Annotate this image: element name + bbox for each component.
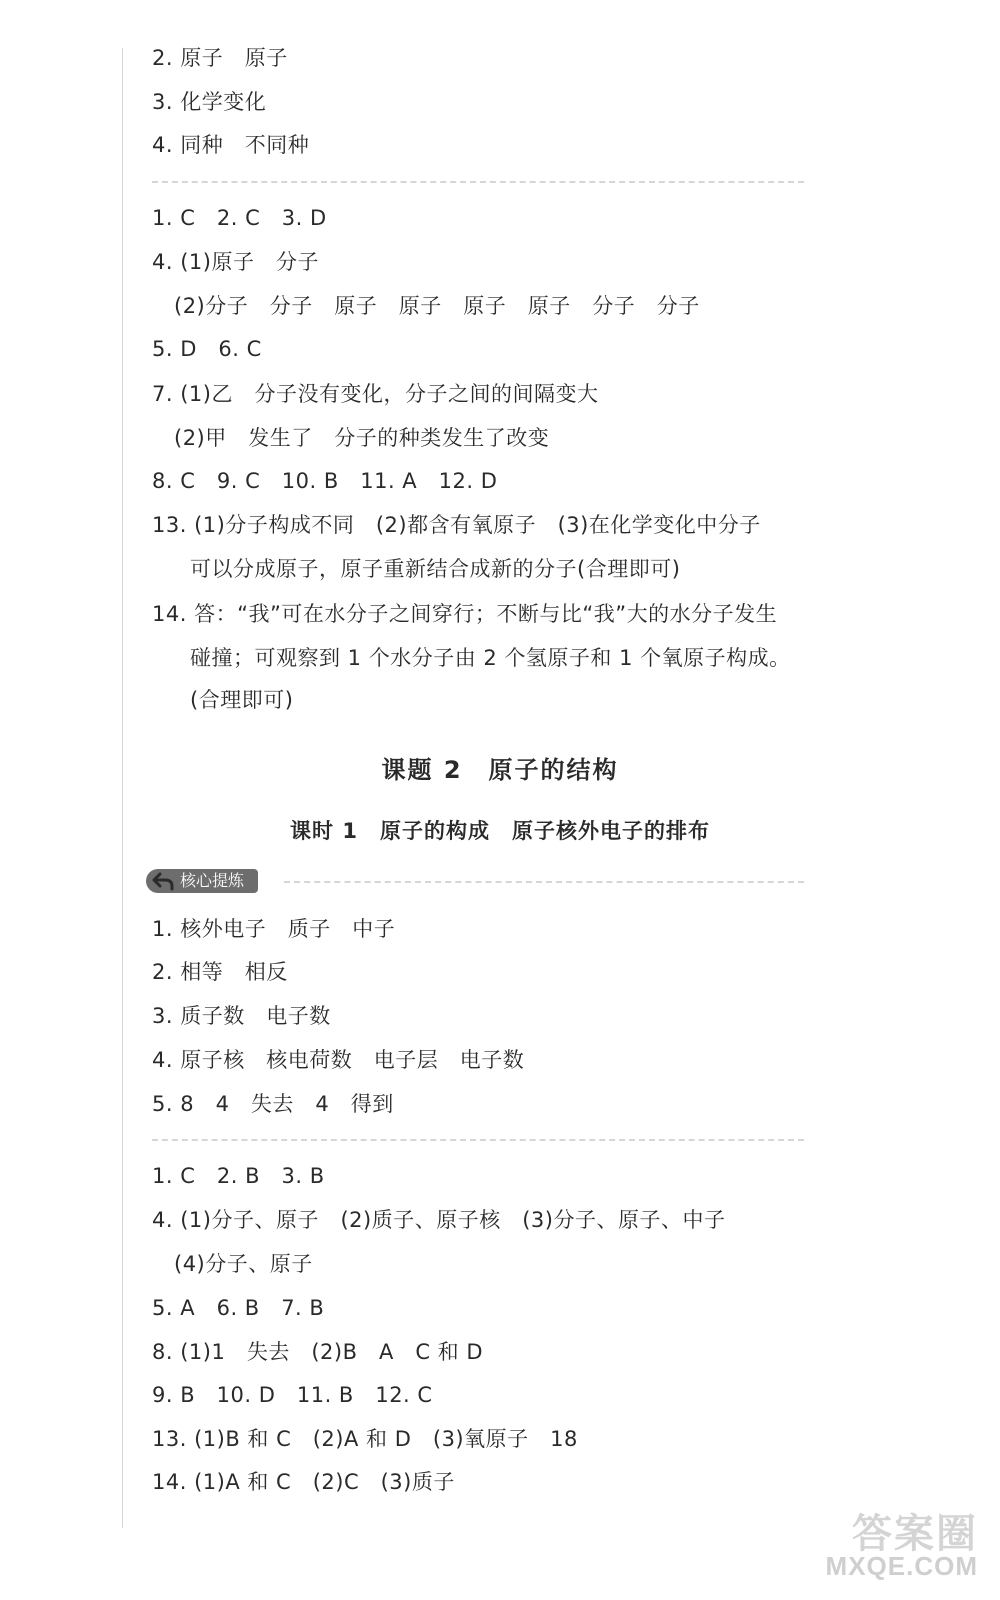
answer-line: (合理即可) — [190, 688, 294, 712]
lesson-title: 课时 1 原子的构成 原子核外电子的排布 — [290, 819, 710, 843]
return-arrow-icon — [152, 871, 174, 891]
answer-line: (2)甲 发生了 分子的种类发生了改变 — [174, 426, 550, 450]
answer-line: 1. C 2. B 3. B — [152, 1164, 325, 1188]
answer-line: 2. 原子 原子 — [152, 46, 288, 70]
answer-line: 14. (1)A 和 C (2)C (3)质子 — [152, 1470, 455, 1494]
answer-line: 9. B 10. D 11. B 12. C — [152, 1383, 433, 1407]
answer-line: 4. (1)原子 分子 — [152, 250, 319, 274]
margin-rule — [122, 48, 123, 1528]
watermark-logo-text: 答案圈 — [852, 1511, 978, 1557]
answer-line: 8. (1)1 失去 (2)B A C 和 D — [152, 1340, 484, 1364]
answer-line: 8. C 9. C 10. B 11. A 12. D — [152, 469, 498, 493]
core-summary-badge — [146, 868, 258, 894]
section-divider — [152, 1139, 804, 1141]
answer-line: 碰撞；可观察到 1 个水分子由 2 个氢原子和 1 个氧原子构成。 — [190, 646, 791, 670]
answer-line: 4. 原子核 核电荷数 电子层 电子数 — [152, 1048, 525, 1072]
answer-line: 7. (1)乙 分子没有变化，分子之间的间隔变大 — [152, 382, 599, 406]
answer-line: 4. 同种 不同种 — [152, 133, 310, 157]
answer-line: 5. A 6. B 7. B — [152, 1296, 325, 1320]
badge-tag — [146, 869, 258, 893]
answer-line: 13. (1)分子构成不同 (2)都含有氧原子 (3)在化学变化中分子 — [152, 513, 761, 537]
answer-line: 13. (1)B 和 C (2)A 和 D (3)氧原子 18 — [152, 1427, 578, 1451]
section-title: 课题 2 原子的结构 — [381, 756, 619, 784]
answer-line: 3. 化学变化 — [152, 90, 267, 114]
answer-line: 3. 质子数 电子数 — [152, 1004, 331, 1028]
answer-line: 14. 答：“我”可在水分子之间穿行；不断与比“我”大的水分子发生 — [152, 602, 778, 626]
answer-line: 1. C 2. C 3. D — [152, 206, 327, 230]
answer-line: (2)分子 分子 原子 原子 原子 原子 分子 分子 — [174, 294, 700, 318]
section-divider — [152, 181, 804, 183]
answer-line: 4. (1)分子、原子 (2)质子、原子核 (3)分子、原子、中子 — [152, 1208, 726, 1232]
answer-line: 可以分成原子，原子重新结合成新的分子(合理即可) — [190, 557, 681, 581]
badge-divider — [284, 881, 804, 883]
badge-label: 核心提炼 — [180, 871, 245, 890]
answer-line: 5. 8 4 失去 4 得到 — [152, 1092, 394, 1116]
answer-line: 5. D 6. C — [152, 337, 262, 361]
site-watermark — [798, 1502, 978, 1582]
watermark-url: MXQE.COM — [825, 1551, 978, 1581]
answer-line: (4)分子、原子 — [174, 1252, 313, 1276]
answer-line: 1. 核外电子 质子 中子 — [152, 917, 396, 941]
answer-line: 2. 相等 相反 — [152, 960, 288, 984]
